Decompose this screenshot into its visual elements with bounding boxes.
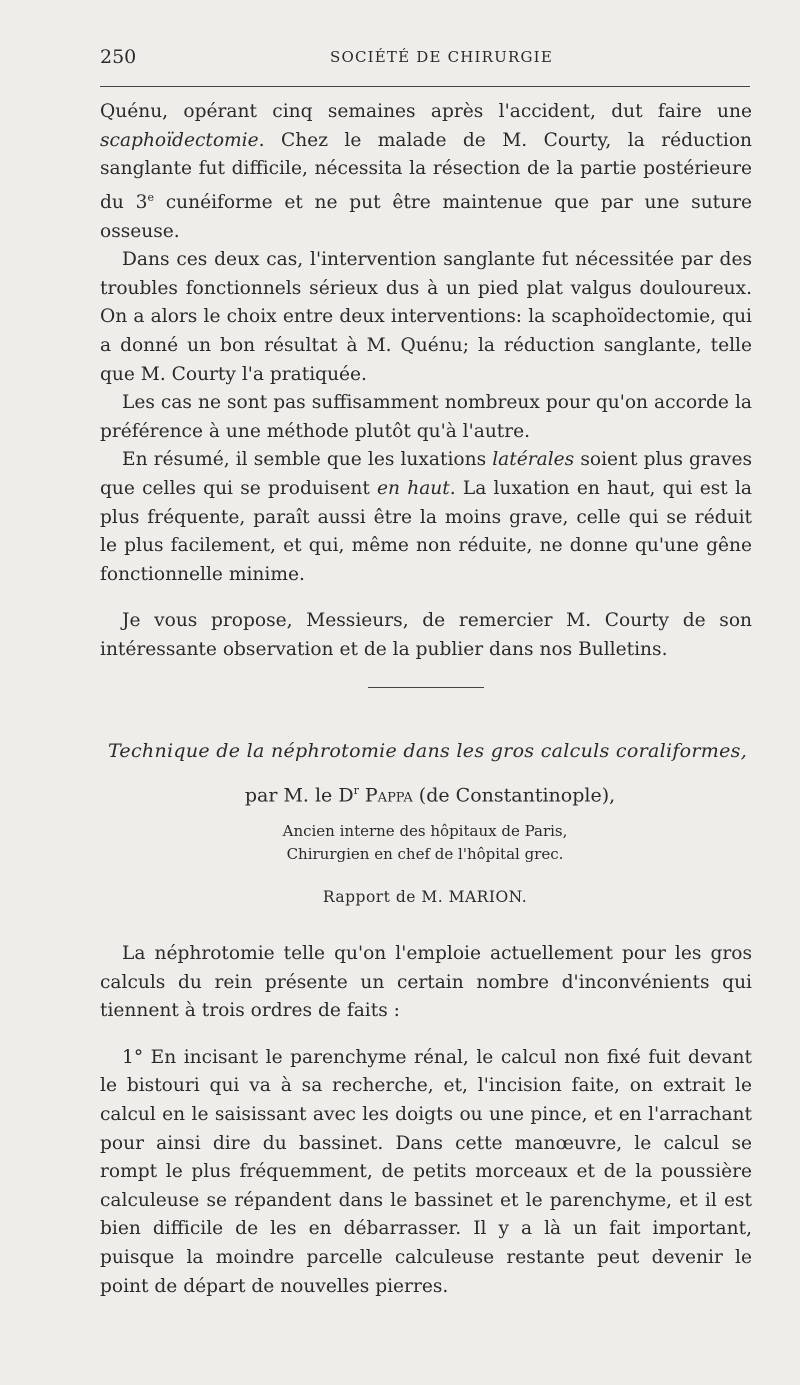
author-name: Pappa: [364, 784, 413, 807]
paragraph: Dans ces deux cas, l'intervention sanglante fut nécessitée par des troubles fonctionnels sérieux dus à un pied plat valgus douloureux. On a alors le choix entre deux interventions: la scaphoïdectomie, qui a donné un bon résultat à M. Quénu; la réduction sanglante, telle que M. Courty l'a pratiquée.: [100, 249, 752, 385]
italic-term: scaphoïdectomie: [100, 129, 259, 151]
paragraph: En résumé, il semble que les luxations latérales soient plus graves que celles qui se produisent en haut. La luxation en haut, qui est la plus fréquente, paraît aussi être la moins grave, celle qui se réduit le plus facilement, et qui, même non réduite, ne donne qu'une gêne fonctionnelle minime.: [100, 449, 752, 585]
page-number: 250: [100, 46, 137, 68]
page-header: [100, 46, 750, 70]
italic-term: en haut: [377, 477, 450, 499]
report-attribution: Rapport de M. MARION.: [322, 888, 528, 906]
running-title: SOCIÉTÉ DE CHIRURGIE: [330, 48, 553, 66]
paragraph: Quénu, opérant cinq semaines après l'accident, dut faire une scaphoïdectomie. Chez le malade de M. Courty, la réduction sanglante fut difficile, nécessita la résection de la partie postérieure du 3e cunéiforme et ne put être maintenue que par une suture osseuse.: [100, 101, 753, 242]
article-body: [100, 940, 752, 1301]
section-separator: [368, 687, 484, 688]
italic-term: latérales: [492, 449, 575, 471]
author-affiliation: Ancien interne des hôpitaux de Paris, Chirurgien en chef de l'hôpital grec.: [282, 822, 568, 863]
header-rule: [100, 86, 750, 87]
author-byline: par M. le $D^r$ Pappa (de Constantinople),: [244, 784, 616, 807]
paragraph: La néphrotomie telle qu'on l'emploie actuellement pour les gros calculs du rein présente un certain nombre d'inconvénients qui tiennent à trois ordres de faits :: [100, 943, 752, 1022]
article-title: Technique de la néphrotomie dans les gros calculs coraliformes,: [107, 740, 748, 762]
paragraph: 1° En incisant le parenchyme rénal, le calcul non fixé fuit devant le bistouri qui va à sa recherche, et, l'incision faite, on extrait le calcul en le saisissant avec les doigts ou une pince, et en l'arrachant pour ainsi dire du bassinet. Dans cette manœuvre, le calcul se rompt le plus fréquemment, de petits morceaux et de la poussière calculeuse se répandent dans le bassinet et le parenchyme, et il est bien difficile de les en débarrasser. Il y a là un fait important, puisque la moindre parcelle calculeuse restante peut devenir le point de départ de nouvelles pierres.: [100, 1046, 752, 1297]
report-conclusion-section: [100, 98, 752, 664]
paragraph: Les cas ne sont pas suffisamment nombreux pour qu'on accorde la préférence à une méthode plutôt qu'à l'autre.: [100, 392, 752, 442]
paragraph: Je vous propose, Messieurs, de remercier M. Courty de son intéressante observation et de la publier dans nos Bulletins.: [100, 610, 752, 660]
